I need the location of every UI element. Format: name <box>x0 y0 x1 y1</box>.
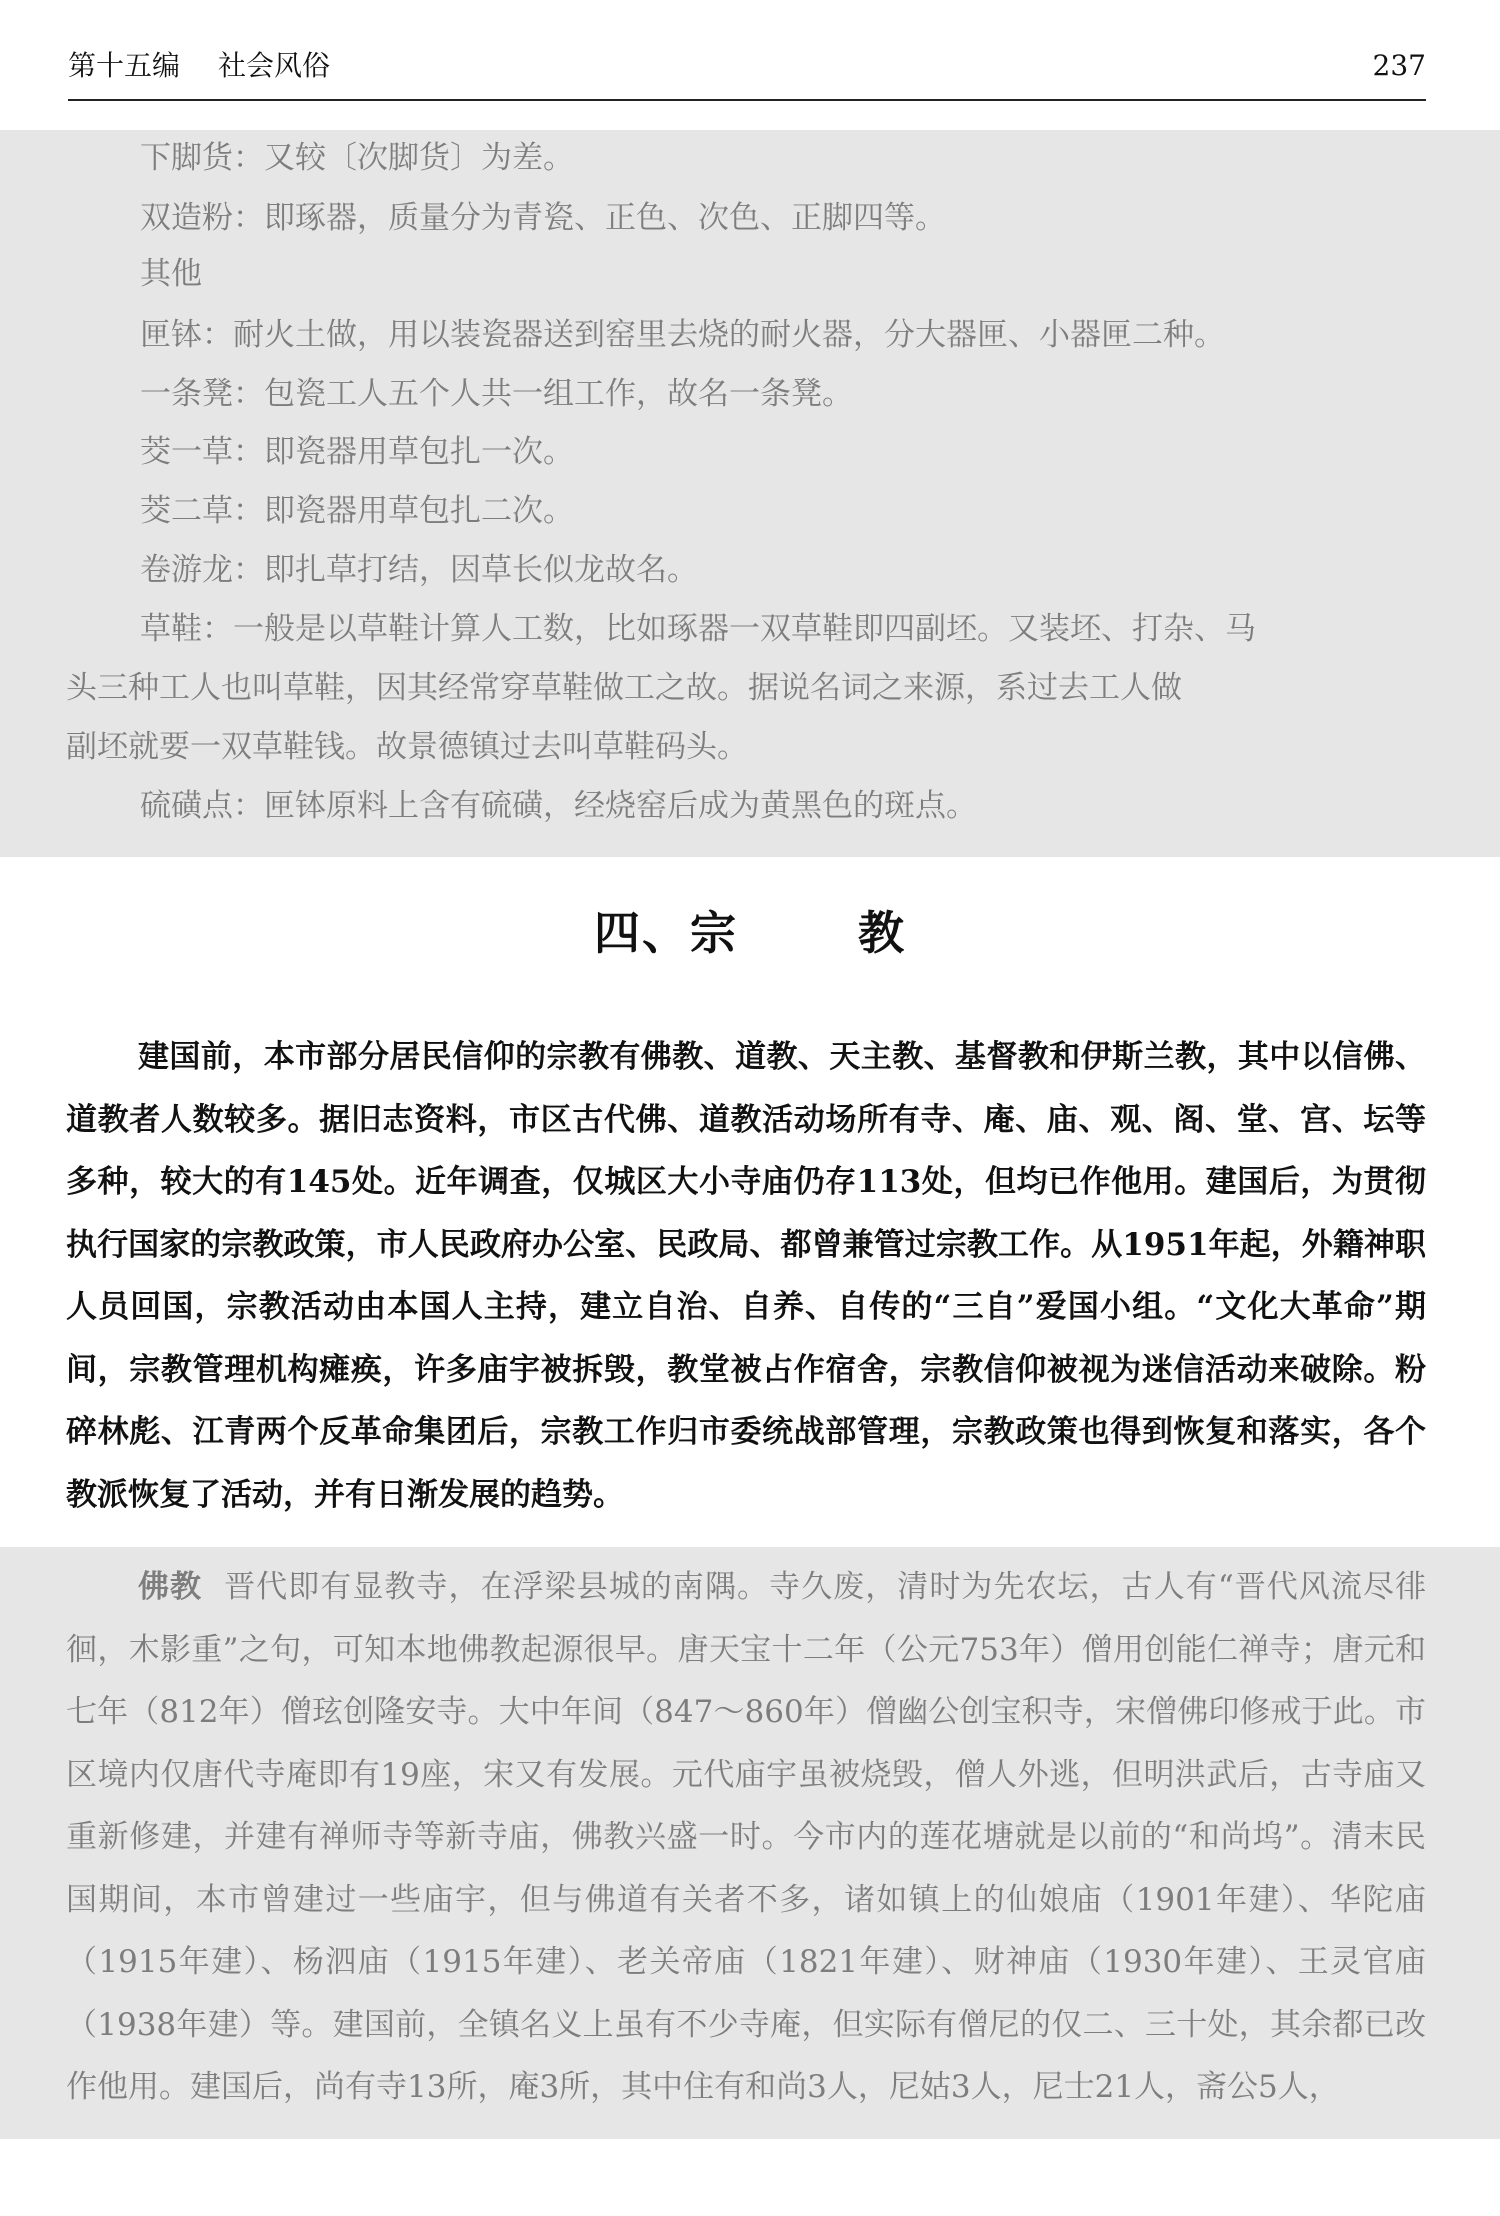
religion-intro-paragraph: 建国前，本市部分居民信仰的宗教有佛教、道教、天主教、基督教和伊斯兰教，其中以信佛、道教者人数较多。据旧志资料，市区古代佛、道教活动场所有寺、庵、庙、观、阁、堂、宫、坛等多种，较大的有145处。近年调查，仅城区大小寺庙仍存113处，但均已作他用。建国后，为贯彻执行国家的宗教政策，市人民政府办公室、民政局、都曾兼管过宗教工作。从1951年起，外籍神职人员回国，宗教活动由本国人主持，建立自治、自养、自传的“三自”爱国小组。“文化大革命”期间，宗教管理机构瘫痪，许多庙宇被拆毁，教堂被占作宿舍，宗教信仰被视为迷信活动来破除。粉碎林彪、江青两个反革命集团后，宗教工作归市委统战部管理，宗教政策也得到恢复和落实，各个教派恢复了活动，并有日渐发展的趋势。 <box>66 1039 1426 1513</box>
glossary-line: 茭一草：即瓷器用草包扎一次。 <box>140 434 574 470</box>
buddhism-text: 晋代即有显教寺，在浮梁县城的南隅。寺久废，清时为先农坛，古人有“晋代风流尽徘徊，木影重”之句，可知本地佛教起源很早。唐天宝十二年（公元753年）僧用创能仁禅寺；唐元和七年（812年）僧玹创隆安寺。大中年间（847～860年）僧幽公创宝积寺，宋僧佛印修戒于此。市区境内仅唐代寺庵即有19座，宋又有发展。元代庙宇虽被烧毁，僧人外逃，但明洪武后，古寺庙又重新修建，并建有禅师寺等新寺庙，佛教兴盛一时。今市内的莲花塘就是以前的“和尚坞”。清末民国期间，本市曾建过一些庙宇，但与佛道有关者不多，诸如镇上的仙娘庙（1901年建）、华陀庙（1915年建）、杨泗庙（1915年建）、老关帝庙（1821年建）、财神庙（1930年建）、王灵官庙（1938年建）等。建国前，全镇名义上虽有不少寺庵，但实际有僧尼的仅二、三十处，其余都已改作他用。建国后，尚有寺13所，庵3所，其中住有和尚3人，尼姑3人，尼士21人，斋公5人， <box>66 1569 1426 2105</box>
header-rule <box>68 99 1426 101</box>
page-number: 237 <box>1372 49 1426 82</box>
buddhism-paragraph <box>66 1556 1426 2119</box>
glossary-line: 下脚货：又较〔次脚货〕为差。 <box>140 140 574 176</box>
section-title <box>0 905 1500 961</box>
header-chapter-info <box>68 50 330 82</box>
glossary-line: 茭二草：即瓷器用草包扎二次。 <box>140 493 574 529</box>
glossary-line: 双造粉：即琢器，质量分为青瓷、正色、次色、正脚四等。 <box>140 200 946 236</box>
glossary-line: 匣钵：耐火土做，用以装瓷器送到窑里去烧的耐火器，分大器匣、小器匣二种。 <box>140 317 1225 353</box>
glossary-line: 其他 <box>140 256 202 292</box>
section-title-part2: 教 <box>858 906 906 960</box>
glossary-line: 副坯就要一双草鞋钱。故景德镇过去叫草鞋码头。 <box>66 729 748 765</box>
glossary-line: 头三种工人也叫草鞋，因其经常穿草鞋做工之故。据说名词之来源，系过去工人做 <box>66 670 1182 706</box>
section-label: 社会风俗 <box>218 49 331 82</box>
section-title-part1: 四、宗 <box>594 906 738 960</box>
chapter-label: 第十五编 <box>68 49 181 82</box>
glossary-shaded-block <box>0 130 1500 857</box>
page-header <box>68 50 1426 98</box>
glossary-line: 硫磺点：匣钵原料上含有硫磺，经烧窑后成为黄黑色的斑点。 <box>140 788 977 824</box>
glossary-line: 草鞋：一般是以草鞋计算人工数，比如琢器一双草鞋即四副坯。又装坯、打杂、马 <box>140 611 1256 647</box>
glossary-line: 一条凳：包瓷工人五个人共一组工作，故名一条凳。 <box>140 376 853 412</box>
buddhism-heading: 佛教 <box>138 1569 203 1605</box>
glossary-line: 卷游龙：即扎草打结，因草长似龙故名。 <box>140 552 698 588</box>
